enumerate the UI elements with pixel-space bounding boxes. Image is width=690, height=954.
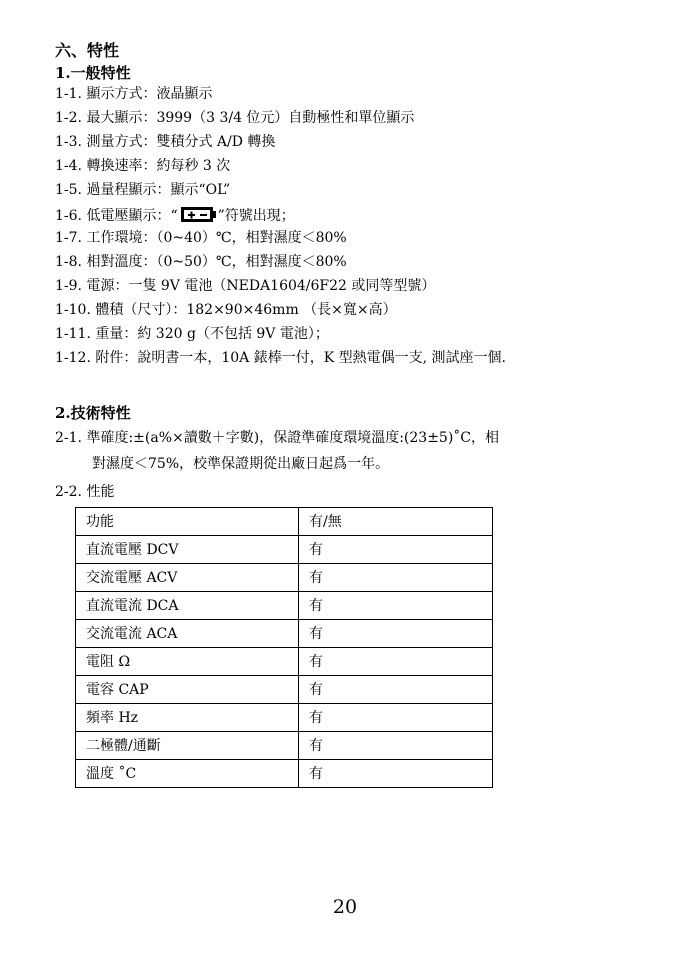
item-number: 1-5. [55, 182, 82, 198]
item-text: 測量方式：雙積分式 A/D 轉換 [86, 134, 276, 150]
table-row [76, 760, 493, 788]
table-row [76, 648, 493, 676]
item-number: 1-10. [55, 302, 91, 318]
item-text: 過量程顯示：顯示“OL” [86, 182, 231, 198]
technical-item-2-1-continuation: 對濕度＜75%，校準保證期從出廠日起爲一年。 [92, 456, 390, 472]
table-header-cell: 功能 [76, 508, 299, 536]
general-item-1-5 [55, 180, 230, 200]
table-cell-function: 二極體/通斷 [76, 732, 299, 760]
table-cell-availability: 有 [299, 732, 493, 760]
item-number: 2-2. [55, 484, 82, 500]
table-row [76, 592, 493, 620]
item-text: 重量：約 320 g（不包括 9V 電池）； [95, 326, 329, 342]
general-item-1-7 [55, 228, 347, 248]
table-row [76, 620, 493, 648]
technical-item-2-2 [55, 482, 114, 502]
item-text: 性能 [86, 484, 115, 500]
item-text: 最大顯示：3999（3 3/4 位元）自動極性和單位顯示 [86, 110, 415, 126]
technical-characteristics-title: 2.技術特性 [55, 404, 131, 422]
item-number: 1-7. [55, 230, 82, 246]
table-header-row [76, 508, 493, 536]
item-text-before: 低電壓顯示：“ [86, 208, 178, 224]
table-row [76, 704, 493, 732]
general-characteristics-title: 1.一般特性 [55, 64, 131, 82]
item-number: 1-1. [55, 86, 82, 102]
general-item-1-2 [55, 108, 414, 128]
general-item-1-12 [55, 348, 506, 368]
item-number: 1-11. [55, 326, 91, 342]
item-number: 1-2. [55, 110, 82, 126]
item-text: 工作環境：（0~40）℃，相對濕度＜80% [86, 230, 347, 246]
section-title: 六、特性 [55, 41, 120, 60]
item-number: 1-3. [55, 134, 82, 150]
item-text: 準確度:±(a%×讀數＋字數)，保證準確度環境溫度:(23±5)˚C，相 [86, 430, 500, 446]
table-cell-function: 溫度 ˚C [76, 760, 299, 788]
item-number: 2-1. [55, 430, 82, 446]
item-number: 1-4. [55, 158, 82, 174]
table-cell-availability: 有 [299, 704, 493, 732]
item-text-after: ”符號出現； [217, 208, 295, 224]
general-item-1-10 [55, 300, 397, 320]
table-cell-availability: 有 [299, 592, 493, 620]
table-cell-function: 直流電壓 DCV [76, 536, 299, 564]
table-cell-function: 電阻 Ω [76, 648, 299, 676]
technical-item-2-1 [55, 428, 499, 448]
item-text: 附件：說明書一本，10A 錶棒一付，K 型熱電偶一支, 測試座一個. [95, 350, 506, 366]
item-number: 1-6. [55, 208, 82, 224]
general-item-1-4 [55, 156, 230, 176]
page-number: 20 [332, 896, 358, 918]
table-cell-availability: 有 [299, 620, 493, 648]
table-cell-availability: 有 [299, 676, 493, 704]
table-cell-availability: 有 [299, 536, 493, 564]
item-text: 顯示方式：液晶顯示 [86, 86, 213, 102]
table-cell-availability: 有 [299, 760, 493, 788]
table-cell-availability: 有 [299, 648, 493, 676]
table-row [76, 676, 493, 704]
general-item-1-11 [55, 324, 329, 344]
item-number: 1-9. [55, 278, 82, 294]
item-text: 體積（尺寸）：182×90×46mm （長×寬×高） [95, 302, 397, 318]
item-number: 1-12. [55, 350, 91, 366]
item-text: 轉換速率：約每秒 3 次 [86, 158, 231, 174]
general-item-1-6 [55, 204, 295, 230]
item-text: 相對溫度：（0~50）℃，相對濕度＜80% [86, 254, 347, 270]
table-cell-function: 交流電流 ACA [76, 620, 299, 648]
table-cell-function: 電容 CAP [76, 676, 299, 704]
table-cell-availability: 有 [299, 564, 493, 592]
general-item-1-3 [55, 132, 275, 152]
table-cell-function: 交流電壓 ACV [76, 564, 299, 592]
general-item-1-8 [55, 252, 347, 272]
item-number: 1-8. [55, 254, 82, 270]
table-cell-function: 直流電流 DCA [76, 592, 299, 620]
table-row [76, 564, 493, 592]
table-header-cell: 有/無 [299, 508, 493, 536]
item-text: 電源：一隻 9V 電池（NEDA1604/6F22 或同等型號） [86, 278, 436, 294]
general-item-1-9 [55, 276, 435, 296]
table-cell-function: 頻率 Hz [76, 704, 299, 732]
table-row [76, 732, 493, 760]
general-item-1-1 [55, 84, 212, 104]
performance-table [75, 507, 493, 788]
battery-icon [180, 204, 216, 230]
table-row [76, 536, 493, 564]
